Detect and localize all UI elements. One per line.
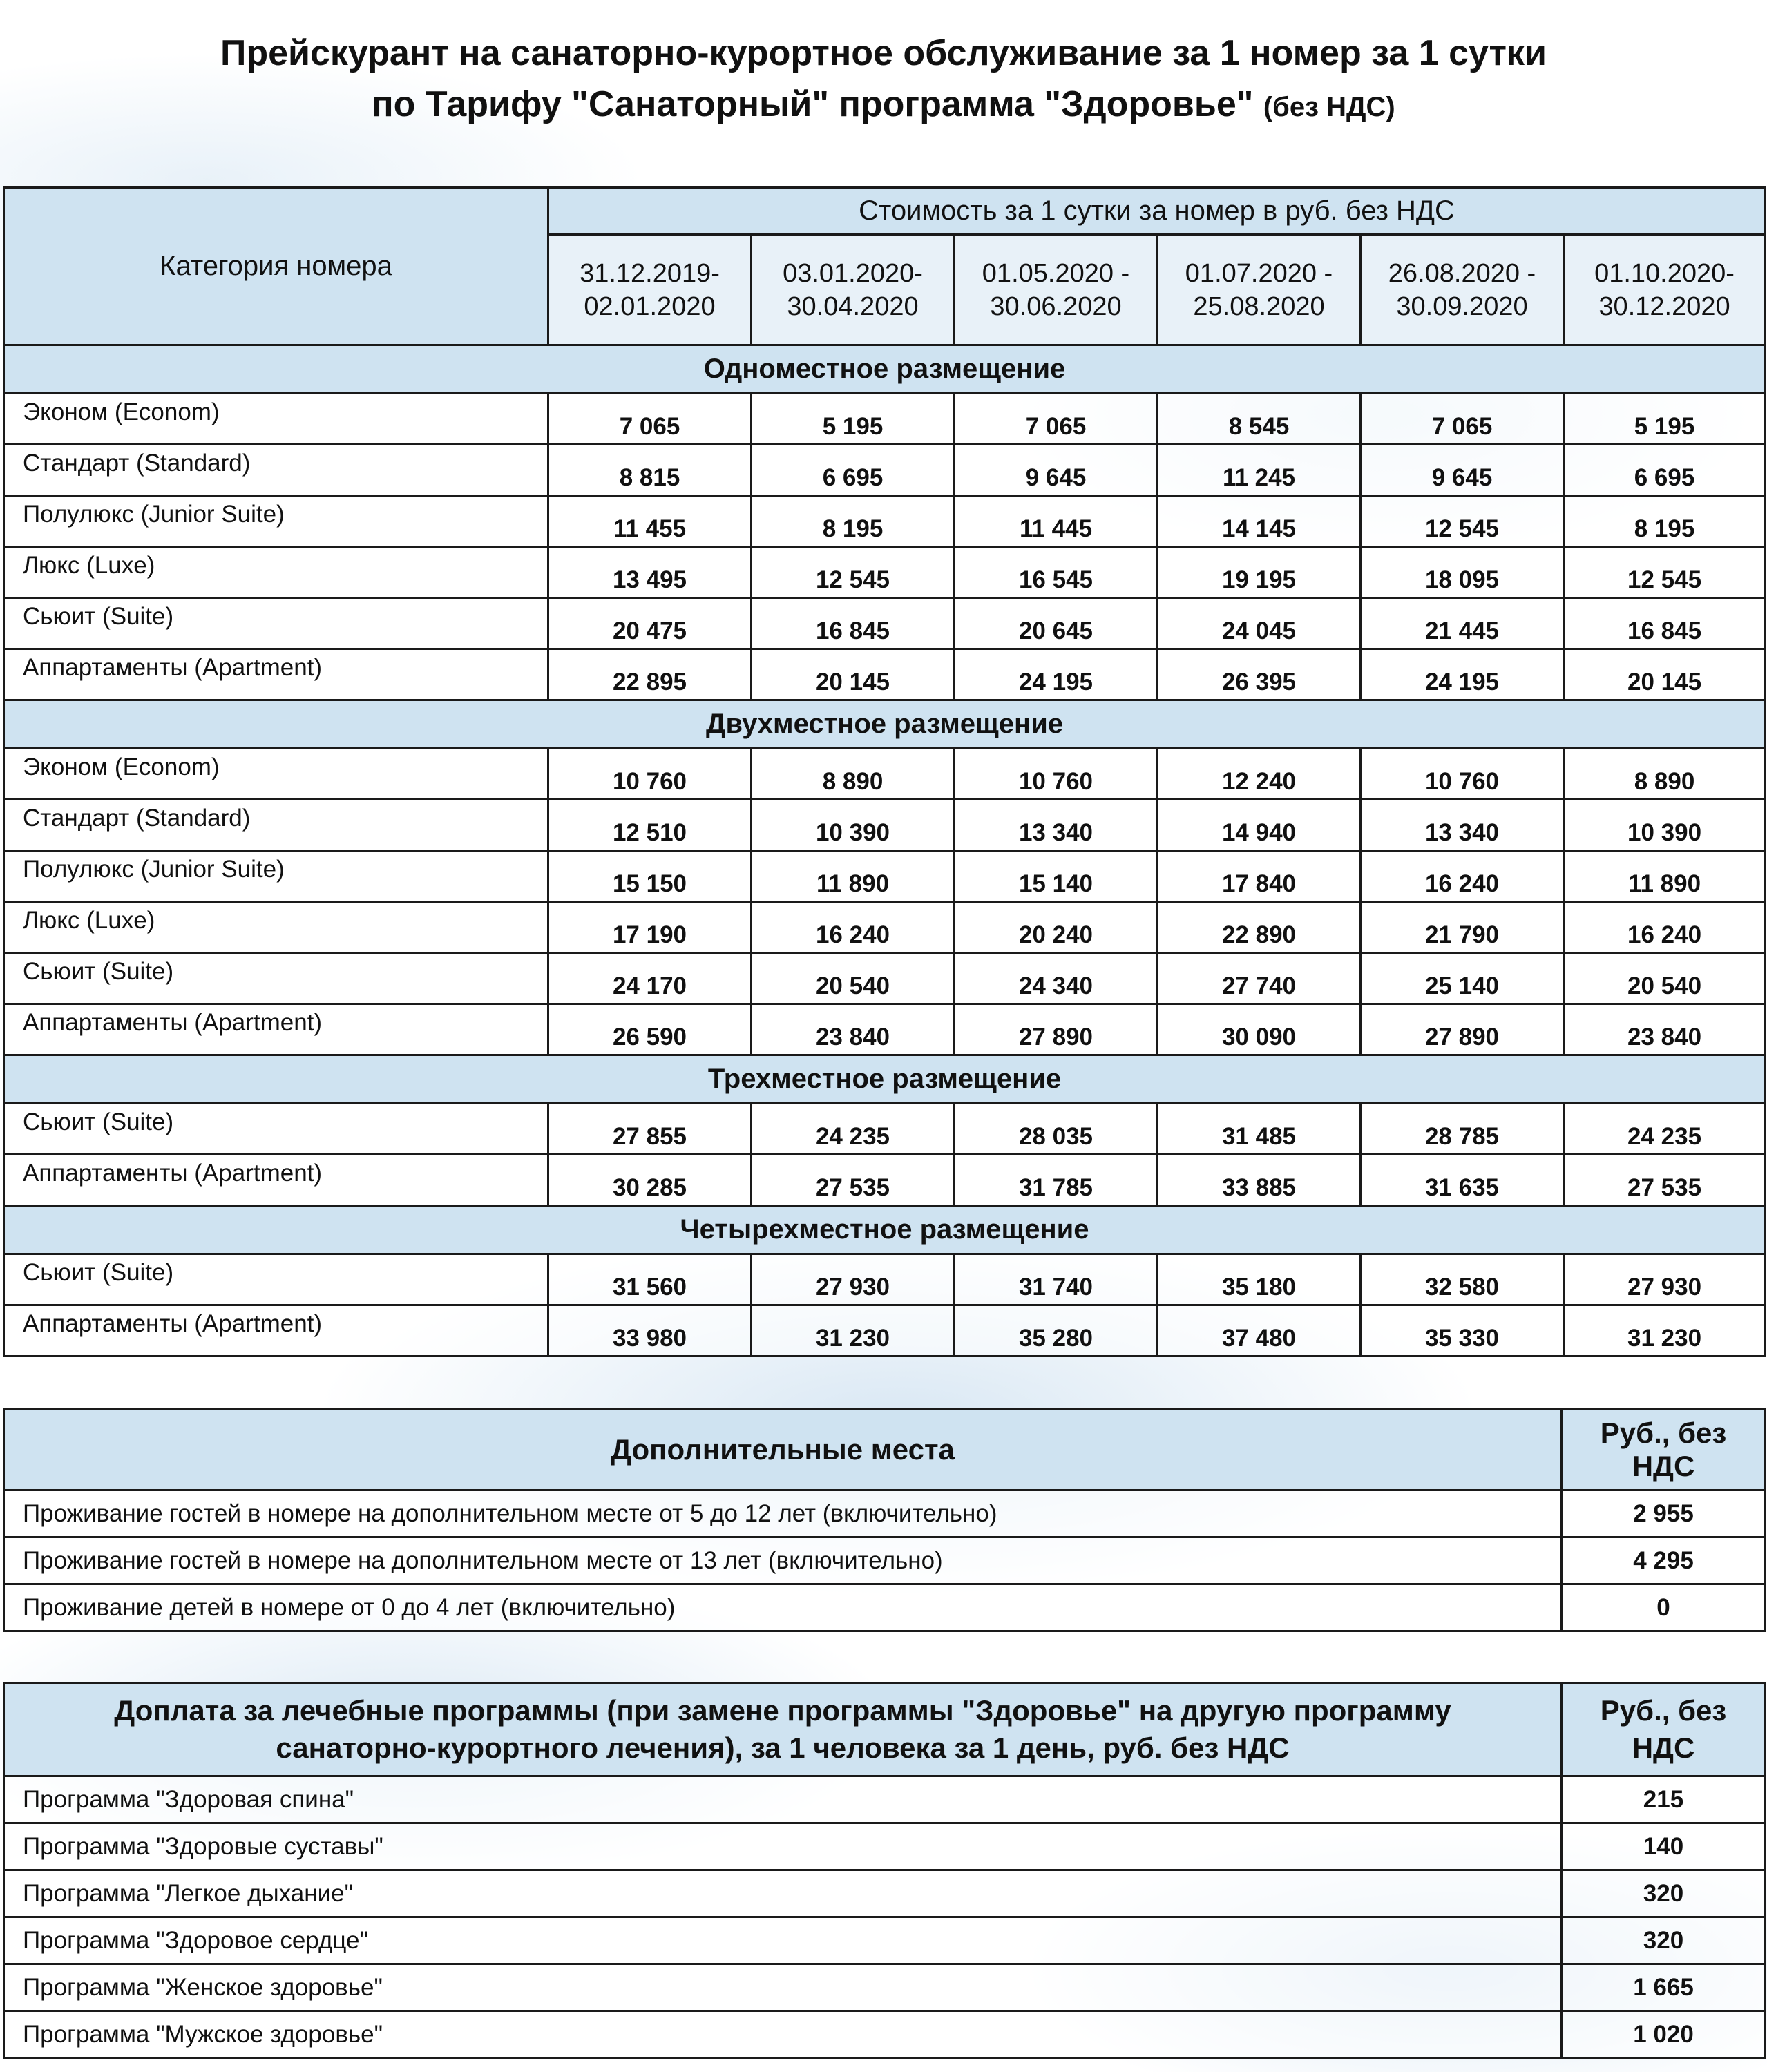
price-cell: 31 485 — [1158, 1104, 1361, 1155]
room-category: Аппартаменты (Apartment) — [4, 649, 548, 700]
price-cell: 31 230 — [1564, 1305, 1766, 1356]
price-cell: 6 695 — [1564, 445, 1766, 496]
price-cell: 24 340 — [955, 953, 1158, 1004]
table-row — [4, 1537, 1766, 1584]
programs-header-line-1: Доплата за лечебные программы (при замене программы "Здоровье" на другую программу — [114, 1694, 1451, 1727]
price-cell: 35 330 — [1361, 1305, 1564, 1356]
price-cell: 10 760 — [955, 749, 1158, 800]
table-row — [4, 902, 1766, 953]
price-cell: 22 890 — [1158, 902, 1361, 953]
period-header — [1158, 235, 1361, 345]
price-cell: 17 190 — [548, 902, 752, 953]
section-header-row — [4, 1055, 1766, 1104]
period-from: 01.10.2020- — [1594, 258, 1735, 288]
section-header-row — [4, 1206, 1766, 1254]
program-label: Программа "Здоровая спина" — [4, 1776, 1562, 1823]
price-table — [3, 186, 1766, 1357]
table-row — [4, 496, 1766, 547]
table-row — [4, 1004, 1766, 1055]
period-header — [955, 235, 1158, 345]
price-cell: 16 240 — [1564, 902, 1766, 953]
price-cell: 16 240 — [752, 902, 955, 953]
price-cell: 7 065 — [548, 394, 752, 445]
period-from: 01.07.2020 - — [1185, 258, 1333, 288]
room-category: Сьюит (Suite) — [4, 1104, 548, 1155]
period-from: 01.05.2020 - — [982, 258, 1130, 288]
period-to: 25.08.2020 — [1193, 291, 1325, 321]
period-to: 30.04.2020 — [787, 291, 919, 321]
price-cell: 20 475 — [548, 598, 752, 649]
price-cell: 26 590 — [548, 1004, 752, 1055]
table-row — [4, 1917, 1766, 1964]
room-category: Сьюит (Suite) — [4, 1254, 548, 1305]
price-cell: 5 195 — [752, 394, 955, 445]
program-price: 1 020 — [1562, 2011, 1766, 2058]
program-label: Программа "Здоровые суставы" — [4, 1823, 1562, 1870]
price-cell: 11 445 — [955, 496, 1158, 547]
table-row — [4, 1964, 1766, 2011]
price-cell: 8 815 — [548, 445, 752, 496]
price-cell: 12 510 — [548, 800, 752, 851]
table-row — [4, 749, 1766, 800]
price-cell: 20 540 — [752, 953, 955, 1004]
table-row — [4, 1490, 1766, 1537]
price-cell: 31 785 — [955, 1155, 1158, 1206]
programs-price-header-line-2: НДС — [1632, 1732, 1695, 1764]
price-cell: 10 760 — [548, 749, 752, 800]
price-cell: 12 240 — [1158, 749, 1361, 800]
extra-places-header: Дополнительные места — [4, 1409, 1562, 1490]
extra-price-header — [1562, 1409, 1766, 1490]
price-cell: 11 890 — [1564, 851, 1766, 902]
price-cell: 13 340 — [955, 800, 1158, 851]
price-cell: 31 560 — [548, 1254, 752, 1305]
price-cell: 11 890 — [752, 851, 955, 902]
price-cell: 27 535 — [1564, 1155, 1766, 1206]
table-row — [4, 394, 1766, 445]
table-row — [4, 2011, 1766, 2058]
extra-place-price: 4 295 — [1562, 1537, 1766, 1584]
price-cell: 35 280 — [955, 1305, 1158, 1356]
room-category: Стандарт (Standard) — [4, 800, 548, 851]
extra-place-label: Проживание детей в номере от 0 до 4 лет (включительно) — [4, 1584, 1562, 1631]
price-cell: 25 140 — [1361, 953, 1564, 1004]
price-cell: 24 195 — [1361, 649, 1564, 700]
price-cell: 30 090 — [1158, 1004, 1361, 1055]
programs-price-header — [1562, 1683, 1766, 1776]
price-cell: 16 240 — [1361, 851, 1564, 902]
room-category: Люкс (Luxe) — [4, 547, 548, 598]
room-category: Сьюит (Suite) — [4, 598, 548, 649]
table-row — [4, 1776, 1766, 1823]
price-cell: 31 230 — [752, 1305, 955, 1356]
price-cell: 10 390 — [1564, 800, 1766, 851]
price-cell: 19 195 — [1158, 547, 1361, 598]
title-line-2 — [0, 79, 1767, 133]
room-category: Полулюкс (Junior Suite) — [4, 851, 548, 902]
extra-price-header-line-1: Руб., без — [1600, 1416, 1727, 1449]
table-row — [4, 1155, 1766, 1206]
price-cell: 16 845 — [1564, 598, 1766, 649]
price-cell: 27 890 — [955, 1004, 1158, 1055]
price-cell: 31 635 — [1361, 1155, 1564, 1206]
section-title: Четырехместное размещение — [4, 1206, 1766, 1254]
room-category: Эконом (Econom) — [4, 394, 548, 445]
price-cell: 8 195 — [1564, 496, 1766, 547]
title-line-1: Прейскурант на санаторно-курортное обслуживание за 1 номер за 1 сутки — [220, 33, 1547, 73]
room-category: Аппартаменты (Apartment) — [4, 1004, 548, 1055]
price-cell: 14 940 — [1158, 800, 1361, 851]
price-cell: 27 930 — [752, 1254, 955, 1305]
period-to: 02.01.2020 — [584, 291, 716, 321]
program-price: 320 — [1562, 1870, 1766, 1917]
price-cell: 14 145 — [1158, 496, 1361, 547]
programs-price-header-line-1: Руб., без — [1600, 1694, 1727, 1727]
price-body — [4, 345, 1766, 1356]
price-cell: 7 065 — [1361, 394, 1564, 445]
price-cell: 16 545 — [955, 547, 1158, 598]
title-vat-note: (без НДС) — [1263, 92, 1395, 122]
price-cell: 12 545 — [752, 547, 955, 598]
price-cell: 15 150 — [548, 851, 752, 902]
price-cell: 8 545 — [1158, 394, 1361, 445]
price-cell: 28 785 — [1361, 1104, 1564, 1155]
programs-table — [3, 1682, 1766, 2059]
price-cell: 24 235 — [1564, 1104, 1766, 1155]
room-category: Аппартаменты (Apartment) — [4, 1155, 548, 1206]
price-cell: 11 245 — [1158, 445, 1361, 496]
period-from: 31.12.2019- — [580, 258, 720, 288]
table-row — [4, 953, 1766, 1004]
price-cell: 26 395 — [1158, 649, 1361, 700]
section-header-row — [4, 700, 1766, 749]
price-cell: 20 145 — [1564, 649, 1766, 700]
extra-place-price: 0 — [1562, 1584, 1766, 1631]
price-cell: 33 980 — [548, 1305, 752, 1356]
room-category: Аппартаменты (Apartment) — [4, 1305, 548, 1356]
table-row — [4, 851, 1766, 902]
program-label: Программа "Женское здоровье" — [4, 1964, 1562, 2011]
table-row — [4, 1823, 1766, 1870]
period-header — [752, 235, 955, 345]
section-title: Двухместное размещение — [4, 700, 1766, 749]
program-price: 140 — [1562, 1823, 1766, 1870]
title-line-2-main: по Тарифу "Санаторный" программа "Здоровье" — [372, 84, 1254, 124]
table-row — [4, 1870, 1766, 1917]
room-category: Полулюкс (Junior Suite) — [4, 496, 548, 547]
price-cell: 22 895 — [548, 649, 752, 700]
price-cell: 13 495 — [548, 547, 752, 598]
price-cell: 20 645 — [955, 598, 1158, 649]
price-cell: 20 240 — [955, 902, 1158, 953]
table-row — [4, 1104, 1766, 1155]
price-cell: 6 695 — [752, 445, 955, 496]
price-cell: 27 855 — [548, 1104, 752, 1155]
extra-places-table — [3, 1408, 1766, 1632]
room-category: Стандарт (Standard) — [4, 445, 548, 496]
extra-place-price: 2 955 — [1562, 1490, 1766, 1537]
price-cell: 31 740 — [955, 1254, 1158, 1305]
price-cell: 27 535 — [752, 1155, 955, 1206]
programs-header — [4, 1683, 1562, 1776]
price-cell: 27 890 — [1361, 1004, 1564, 1055]
period-header — [1564, 235, 1766, 345]
period-to: 30.06.2020 — [990, 291, 1122, 321]
price-cell: 27 930 — [1564, 1254, 1766, 1305]
price-cell: 8 890 — [1564, 749, 1766, 800]
price-cell: 37 480 — [1158, 1305, 1361, 1356]
price-cell: 24 045 — [1158, 598, 1361, 649]
price-cell: 12 545 — [1564, 547, 1766, 598]
price-cell: 13 340 — [1361, 800, 1564, 851]
price-cell: 24 235 — [752, 1104, 955, 1155]
price-cell: 12 545 — [1361, 496, 1564, 547]
price-cell: 23 840 — [1564, 1004, 1766, 1055]
programs-header-line-2: санаторно-курортного лечения), за 1 человека за 1 день, руб. без НДС — [276, 1732, 1290, 1764]
price-cell: 5 195 — [1564, 394, 1766, 445]
period-to: 30.12.2020 — [1598, 291, 1730, 321]
cost-header: Стоимость за 1 сутки за номер в руб. без НДС — [548, 188, 1766, 235]
period-header — [548, 235, 752, 345]
program-label: Программа "Легкое дыхание" — [4, 1870, 1562, 1917]
section-title: Трехместное размещение — [4, 1055, 1766, 1104]
room-category: Эконом (Econom) — [4, 749, 548, 800]
price-cell: 8 195 — [752, 496, 955, 547]
price-cell: 24 170 — [548, 953, 752, 1004]
price-cell: 33 885 — [1158, 1155, 1361, 1206]
price-cell: 18 095 — [1361, 547, 1564, 598]
price-cell: 21 790 — [1361, 902, 1564, 953]
period-from: 03.01.2020- — [783, 258, 923, 288]
table-row — [4, 445, 1766, 496]
price-cell: 27 740 — [1158, 953, 1361, 1004]
table-row — [4, 800, 1766, 851]
program-price: 215 — [1562, 1776, 1766, 1823]
price-cell: 21 445 — [1361, 598, 1564, 649]
price-cell: 28 035 — [955, 1104, 1158, 1155]
table-row — [4, 598, 1766, 649]
price-cell: 11 455 — [548, 496, 752, 547]
table-row — [4, 1254, 1766, 1305]
extra-place-label: Проживание гостей в номере на дополнительном месте от 13 лет (включительно) — [4, 1537, 1562, 1584]
price-cell: 8 890 — [752, 749, 955, 800]
price-cell: 9 645 — [955, 445, 1158, 496]
price-cell: 17 840 — [1158, 851, 1361, 902]
program-label: Программа "Мужское здоровье" — [4, 2011, 1562, 2058]
price-cell: 20 145 — [752, 649, 955, 700]
program-price: 1 665 — [1562, 1964, 1766, 2011]
section-title: Одноместное размещение — [4, 345, 1766, 394]
section-header-row — [4, 345, 1766, 394]
price-cell: 10 760 — [1361, 749, 1564, 800]
program-label: Программа "Здоровое сердце" — [4, 1917, 1562, 1964]
table-row — [4, 547, 1766, 598]
extra-price-header-line-2: НДС — [1632, 1449, 1695, 1482]
table-row — [4, 649, 1766, 700]
room-category: Сьюит (Suite) — [4, 953, 548, 1004]
price-cell: 10 390 — [752, 800, 955, 851]
page-title — [0, 28, 1767, 133]
price-cell: 23 840 — [752, 1004, 955, 1055]
period-from: 26.08.2020 - — [1388, 258, 1536, 288]
price-cell: 24 195 — [955, 649, 1158, 700]
room-category: Люкс (Luxe) — [4, 902, 548, 953]
extra-place-label: Проживание гостей в номере на дополнительном месте от 5 до 12 лет (включительно) — [4, 1490, 1562, 1537]
category-header: Категория номера — [4, 188, 548, 345]
table-row — [4, 1305, 1766, 1356]
period-header — [1361, 235, 1564, 345]
price-cell: 30 285 — [548, 1155, 752, 1206]
price-cell: 32 580 — [1361, 1254, 1564, 1305]
period-to: 30.09.2020 — [1396, 291, 1528, 321]
price-cell: 20 540 — [1564, 953, 1766, 1004]
price-cell: 16 845 — [752, 598, 955, 649]
price-cell: 15 140 — [955, 851, 1158, 902]
price-cell: 7 065 — [955, 394, 1158, 445]
table-row — [4, 1584, 1766, 1631]
price-cell: 9 645 — [1361, 445, 1564, 496]
price-cell: 35 180 — [1158, 1254, 1361, 1305]
program-price: 320 — [1562, 1917, 1766, 1964]
